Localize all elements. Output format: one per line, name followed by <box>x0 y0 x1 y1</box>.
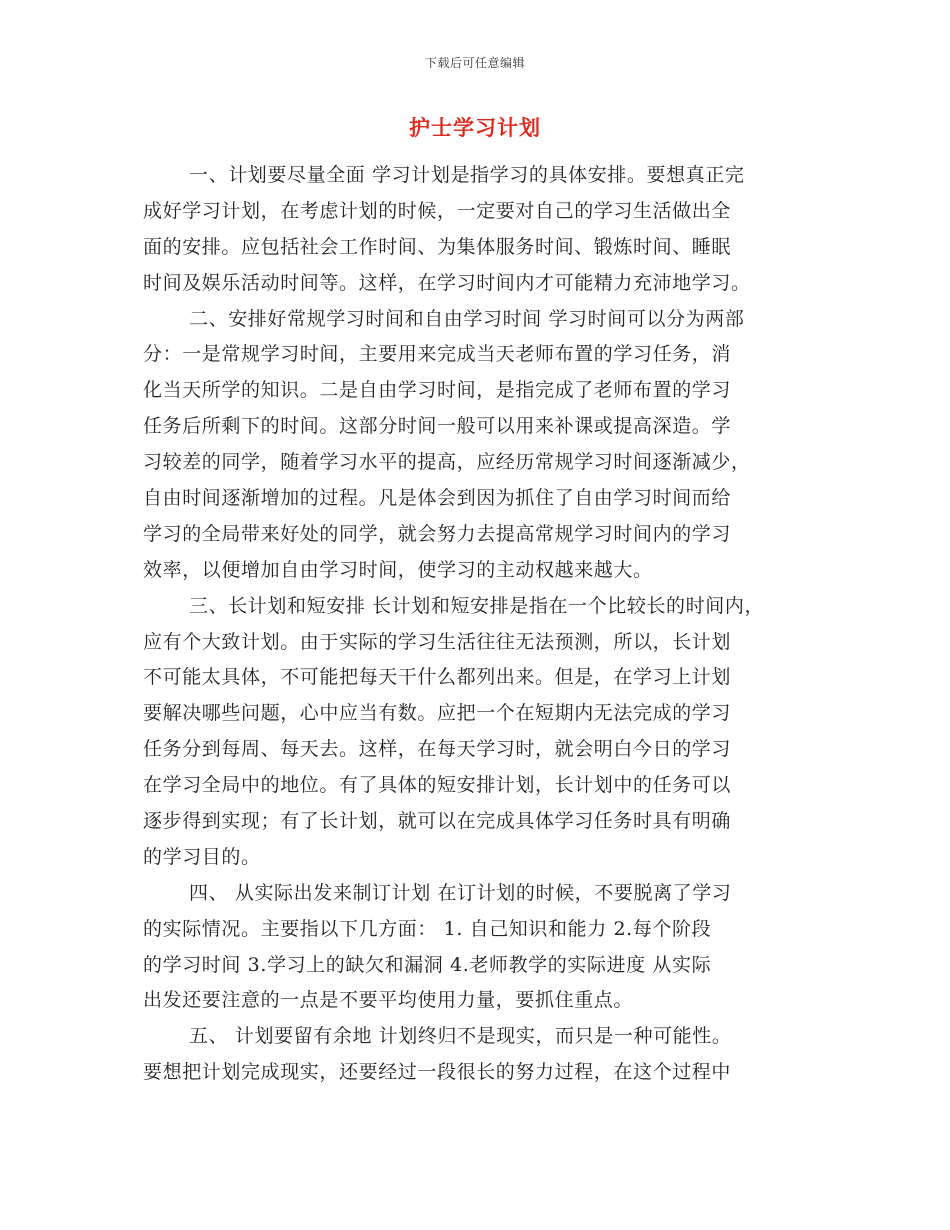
body-text-line: 一、计划要尽量全面 学习计划是指学习的具体安排。要想真正完 <box>189 164 745 186</box>
body-text-line: 逐步得到实现；有了长计划，就可以在完成具体学习任务时具有明确 <box>143 810 732 833</box>
body-text-line: 自由时间逐渐增加的过程。凡是体会到因为抓住了自由学习时间而给 <box>143 487 732 510</box>
body-text-line: 学习的全局带来好处的同学，就会努力去提高常规学习时间内的学习 <box>143 522 732 545</box>
body-text-line: 不可能太具体，不可能把每天干什么都列出来。但是，在学习上计划 <box>143 666 732 689</box>
body-text-line: 应有个大致计划。由于实际的学习生活往往无法预测，所以，长计划 <box>143 630 732 653</box>
body-text-line: 的实际情况。主要指以下几方面： 1. 自己知识和能力 2.每个阶段 <box>143 917 712 940</box>
body-text-line: 分：一是常规学习时间，主要用来完成当天老师布置的学习任务，消 <box>143 343 732 366</box>
body-text-line: 在学习全局中的地位。有了具体的短安排计划，长计划中的任务可以 <box>143 774 732 797</box>
body-text-line: 任务后所剩下的时间。这部分时间一般可以用来补课或提高深造。学 <box>143 415 732 438</box>
page-header-note: 下载后可任意编辑 <box>424 56 525 70</box>
body-text-line: 五、 计划要留有余地 计划终归不是现实，而只是一种可能性。 <box>189 1025 732 1048</box>
body-text-line: 出发还要注意的一点是不要平均使用力量，要抓住重点。 <box>143 989 634 1012</box>
body-text-line: 成好学习计划，在考虑计划的时候，一定要对自己的学习生活做出全 <box>143 199 732 222</box>
body-text-line: 时间及娱乐活动时间等。这样，在学习时间内才可能精力充沛地学习。 <box>143 271 751 294</box>
body-text-line: 四、 从实际出发来制订计划 在订计划的时候，不要脱离了学习 <box>189 881 732 904</box>
body-text-line: 的学习目的。 <box>143 845 261 868</box>
body-text-line: 三、长计划和短安排 长计划和短安排是指在一个比较长的时间内， <box>189 594 765 617</box>
body-text-line: 要解决哪些问题，心中应当有数。应把一个在短期内无法完成的学习 <box>143 702 732 725</box>
body-text-line: 效率，以便增加自由学习时间，使学习的主动权越来越大。 <box>143 558 653 581</box>
body-text-line: 化当天所学的知识。二是自由学习时间，是指完成了老师布置的学习 <box>143 379 732 402</box>
body-text-line: 面的安排。应包括社会工作时间、为集体服务时间、锻炼时间、睡眠 <box>143 235 732 258</box>
body-text-line: 任务分到每周、每天去。这样，在每天学习时，就会明白今日的学习 <box>143 738 732 761</box>
document-title: 护士学习计划 <box>409 115 541 140</box>
body-text-line: 要想把计划完成现实，还要经过一段很长的努力过程，在这个过程中 <box>143 1061 732 1084</box>
body-text-line: 习较差的同学，随着学习水平的提高，应经历常规学习时间逐渐减少， <box>143 451 751 474</box>
body-text-line: 的学习时间 3.学习上的缺欠和漏洞 4.老师教学的实际进度 从实际 <box>143 953 712 976</box>
document-body <box>143 158 823 1091</box>
body-text-line: 二、安排好常规学习时间和自由学习时间 学习时间可以分为两部 <box>189 307 745 330</box>
